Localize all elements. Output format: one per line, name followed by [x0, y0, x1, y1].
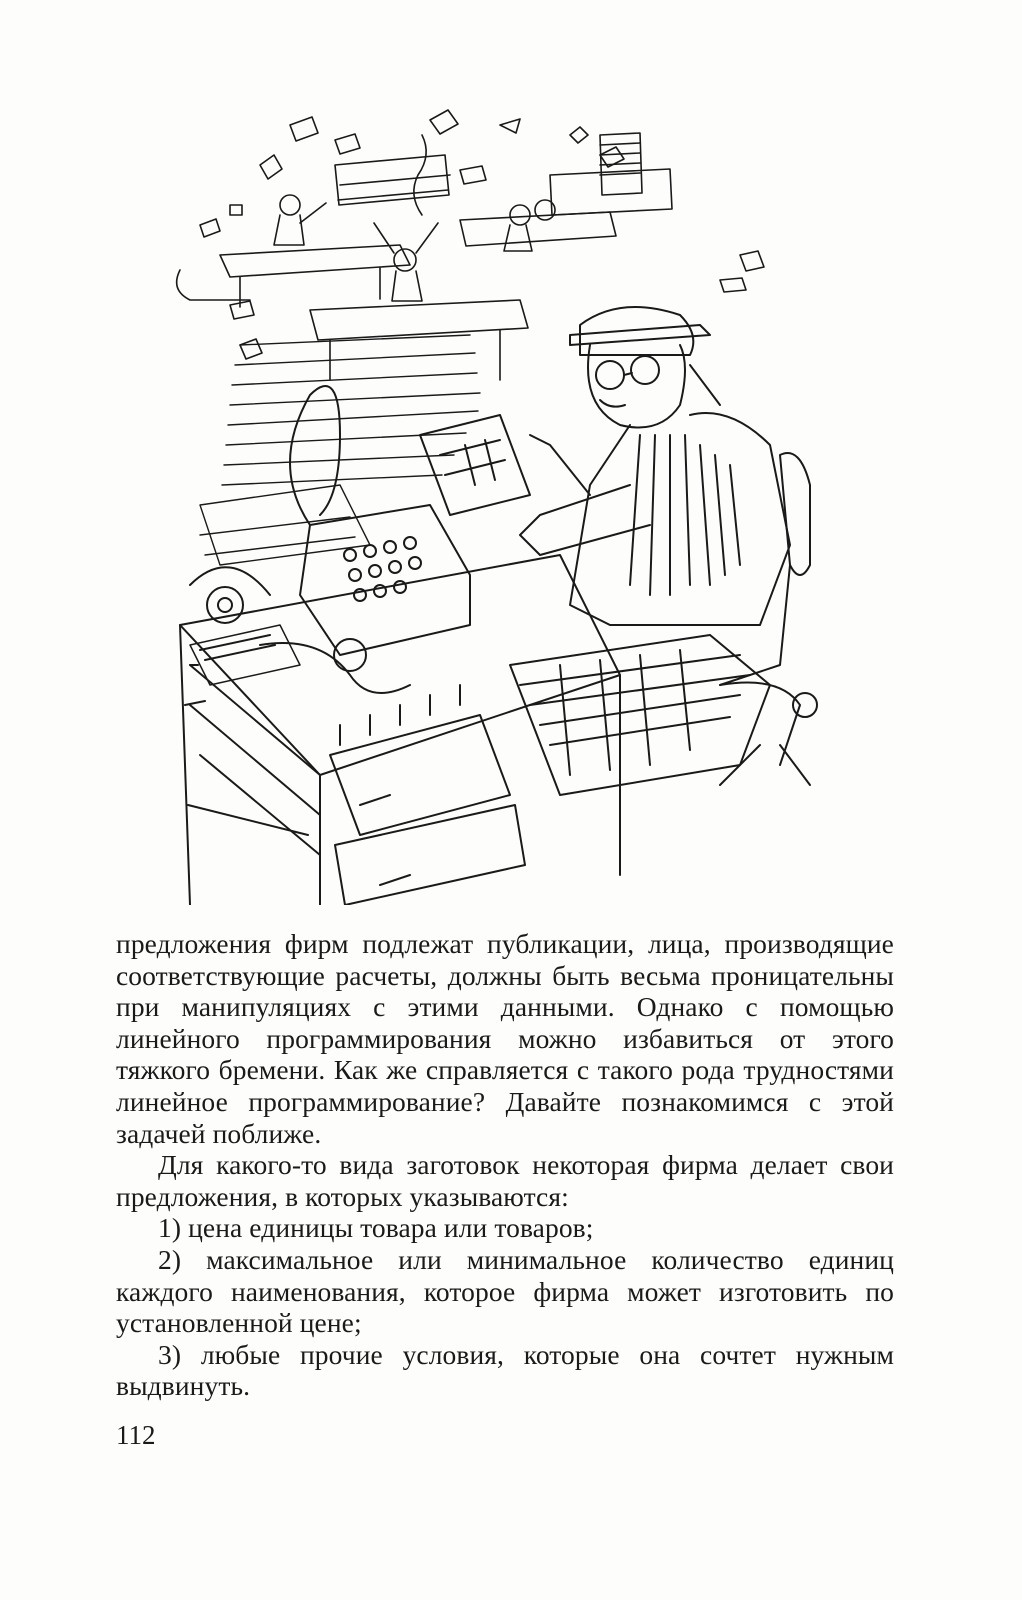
- page-number: 112: [116, 1420, 156, 1450]
- paragraph-1: предложения фирм подлежат публикации, лица, производящие соответствующие расчеты, должны быть весьма проницательны при манипуляциях с этими данными. Однако с помощью линейного программирования можно избавиться от этого тяжкого бремени. Как же справляется с такого рода трудностями линейное программирование? Давайте познакомимся с этой задачей поближе.: [116, 928, 894, 1149]
- clerk-figure: [510, 307, 790, 795]
- desk: [180, 555, 620, 905]
- document-held: [420, 415, 530, 515]
- list-item-2: 2) максимальное или минимальное количество единиц каждого наименования, которое фирма может изготовить по установленной цене;: [116, 1243, 894, 1339]
- cartoon-office-clerk-illustration: [160, 105, 830, 905]
- list-item-1: 1) цена единицы товара или товаров;: [158, 1212, 594, 1244]
- list-item-3: 3) любые прочие условия, которые она сочтет нужным выдвинуть.: [116, 1338, 894, 1402]
- flying-papers: [200, 110, 764, 359]
- body-text: [116, 928, 894, 1402]
- paragraph-2: Для какого-то вида заготовок некоторая фирма делает свои предложения, в которых указываются:: [116, 1149, 894, 1212]
- adding-machine: [300, 505, 470, 655]
